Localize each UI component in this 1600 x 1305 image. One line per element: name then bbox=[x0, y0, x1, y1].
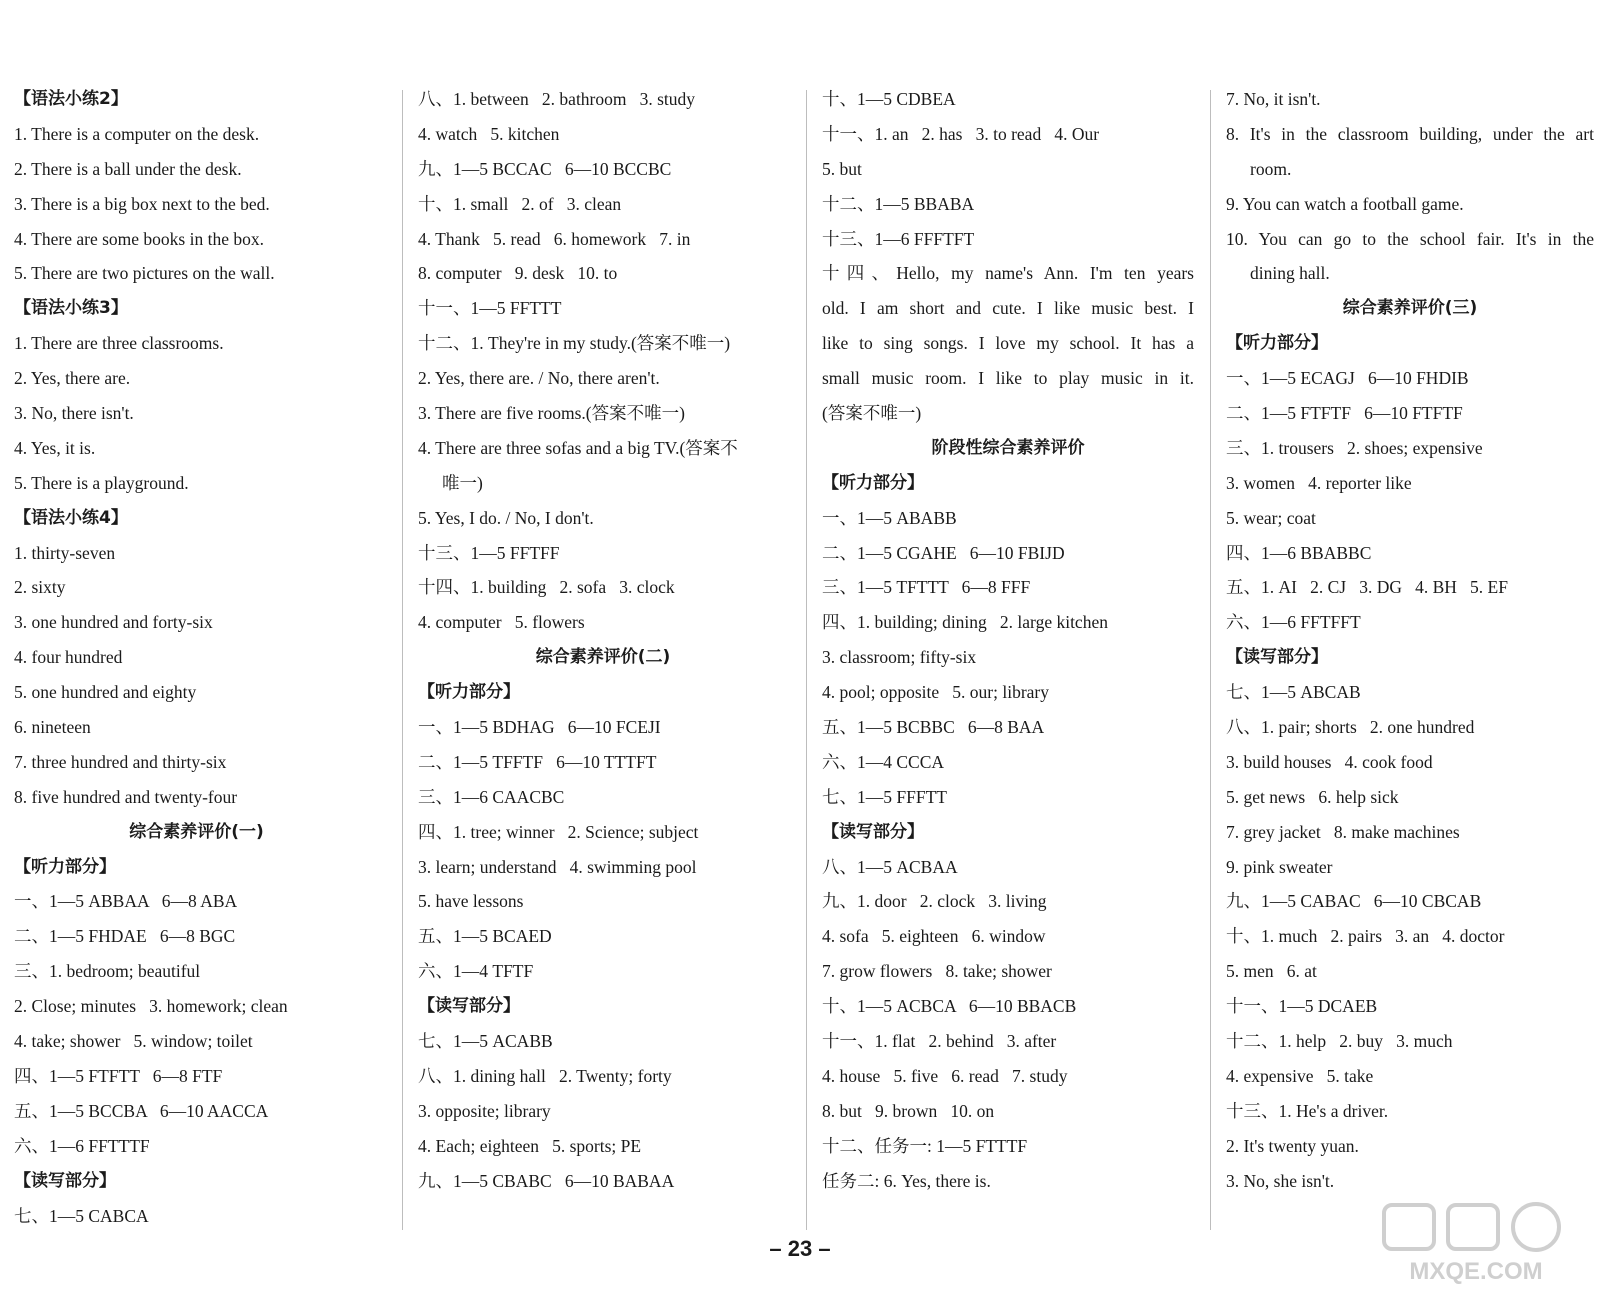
answer-line: 任务二: 6. Yes, there is. bbox=[822, 1170, 991, 1191]
answer-line: 一、1—5 ABBAA 6—8 ABA bbox=[14, 891, 238, 912]
answer-line: 五、1. AI 2. CJ 3. DG 4. BH 5. EF bbox=[1226, 577, 1508, 598]
answer-line: 4. expensive 5. take bbox=[1226, 1065, 1374, 1086]
answer-line: 5. get news 6. help sick bbox=[1226, 786, 1399, 807]
column-1 bbox=[14, 82, 379, 1233]
answer-line: 十二、1. They're in my study.(答案不唯一) bbox=[418, 333, 731, 354]
column-divider bbox=[806, 90, 807, 1230]
answer-line: 10. You can go to the school fair. It's in the bbox=[1226, 228, 1594, 249]
answer-line: 九、1—5 CABAC 6—10 CBCAB bbox=[1226, 891, 1482, 912]
column-3 bbox=[822, 82, 1194, 1199]
answer-line: old. I am short and cute. I like music best. I bbox=[822, 298, 1194, 319]
answer-line: 九、1—5 BCCAC 6—10 BCCBC bbox=[418, 158, 672, 179]
answer-line: 2. Yes, there are. / No, there aren't. bbox=[418, 368, 660, 389]
answer-line: 六、1—6 FFTTTF bbox=[14, 1135, 150, 1156]
answer-line: 9. pink sweater bbox=[1226, 856, 1333, 877]
section-title: 综合素养评价(二) bbox=[535, 647, 671, 668]
answer-line: 七、1—5 FFFTT bbox=[822, 786, 947, 807]
watermark-icon bbox=[1376, 1201, 1576, 1285]
answer-line: 4. computer 5. flowers bbox=[418, 612, 585, 633]
answer-line: 3. No, there isn't. bbox=[14, 403, 134, 424]
answer-line: 3. learn; understand 4. swimming pool bbox=[418, 856, 697, 877]
answer-line: 七、1—5 ACABB bbox=[418, 1031, 553, 1052]
section-heading: 【听力部分】 bbox=[14, 856, 116, 877]
answer-line: 4. sofa 5. eighteen 6. window bbox=[822, 926, 1046, 947]
answer-line: 二、1—5 FTFTF 6—10 FTFTF bbox=[1226, 403, 1463, 424]
column-divider bbox=[1210, 90, 1211, 1230]
answer-line: 1. There are three classrooms. bbox=[14, 333, 224, 354]
answer-line: 2. sixty bbox=[14, 577, 66, 598]
answer-line: 三、1—6 CAACBC bbox=[418, 786, 565, 807]
column-divider bbox=[402, 90, 403, 1230]
answer-line: 4. pool; opposite 5. our; library bbox=[822, 682, 1049, 703]
answer-line: 3. There are five rooms.(答案不唯一) bbox=[418, 403, 685, 424]
answer-line: 十一、1. flat 2. behind 3. after bbox=[822, 1031, 1057, 1052]
answer-line: like to sing songs. I love my school. It has a bbox=[822, 333, 1194, 354]
answer-line: 6. nineteen bbox=[14, 717, 91, 738]
answer-line: 7. grey jacket 8. make machines bbox=[1226, 821, 1460, 842]
answer-line: 5. have lessons bbox=[418, 891, 524, 912]
answer-line: 3. one hundred and forty-six bbox=[14, 612, 213, 633]
section-heading: 【听力部分】 bbox=[418, 682, 520, 703]
answer-line: 5. There is a playground. bbox=[14, 472, 189, 493]
answer-line: (答案不唯一) bbox=[822, 403, 922, 424]
section-heading: 【语法小练4】 bbox=[14, 507, 128, 528]
answer-line: 8. but 9. brown 10. on bbox=[822, 1100, 995, 1121]
answer-line: 五、1—5 BCBBC 6—8 BAA bbox=[822, 717, 1045, 738]
section-heading: 【听力部分】 bbox=[822, 472, 924, 493]
answer-line: 1. There is a computer on the desk. bbox=[14, 123, 260, 144]
answer-line: 七、1—5 CABCA bbox=[14, 1205, 149, 1226]
answer-line: 九、1. door 2. clock 3. living bbox=[822, 891, 1047, 912]
answer-line: 7. three hundred and thirty-six bbox=[14, 751, 227, 772]
answer-line: 4. There are some books in the box. bbox=[14, 228, 264, 249]
answer-line: 二、1—5 TFFTF 6—10 TTTFT bbox=[418, 751, 657, 772]
answer-line: 十一、1. an 2. has 3. to read 4. Our bbox=[822, 123, 1100, 144]
answer-line: 5. men 6. at bbox=[1226, 961, 1317, 982]
answer-line: 十、1. small 2. of 3. clean bbox=[418, 193, 622, 214]
answer-line: 3. build houses 4. cook food bbox=[1226, 751, 1433, 772]
section-heading: 【读写部分】 bbox=[14, 1170, 116, 1191]
section-heading: 【读写部分】 bbox=[1226, 647, 1328, 668]
column-2 bbox=[418, 82, 788, 1199]
answer-line: 三、1—5 TFTTT 6—8 FFF bbox=[822, 577, 1031, 598]
answer-line: 4. take; shower 5. window; toilet bbox=[14, 1031, 253, 1052]
answer-line: 4. Each; eighteen 5. sports; PE bbox=[418, 1135, 642, 1156]
answer-line: 3. classroom; fifty-six bbox=[822, 647, 977, 668]
answer-line: 四、1. tree; winner 2. Science; subject bbox=[418, 821, 699, 842]
answer-line: 2. Yes, there are. bbox=[14, 368, 131, 389]
answer-line: 5. wear; coat bbox=[1226, 507, 1316, 528]
section-heading: 【读写部分】 bbox=[822, 821, 924, 842]
answer-line: 四、1. building; dining 2. large kitchen bbox=[822, 612, 1108, 633]
answer-line: 一、1—5 ECAGJ 6—10 FHDIB bbox=[1226, 368, 1469, 389]
answer-line: 2. Close; minutes 3. homework; clean bbox=[14, 996, 288, 1017]
answer-line: 三、1. bedroom; beautiful bbox=[14, 961, 201, 982]
answer-line: 五、1—5 BCAED bbox=[418, 926, 552, 947]
answer-line: 八、1. dining hall 2. Twenty; forty bbox=[418, 1065, 672, 1086]
watermark-text: MXQE.COM bbox=[1409, 1258, 1543, 1285]
section-title: 综合素养评价(三) bbox=[1342, 298, 1478, 319]
page-number: – 23 – bbox=[769, 1236, 831, 1261]
answer-line: dining hall. bbox=[1250, 263, 1330, 284]
answer-line: 8. five hundred and twenty-four bbox=[14, 786, 238, 807]
answer-line: 5. one hundred and eighty bbox=[14, 682, 197, 703]
answer-line: 六、1—6 FFTFFT bbox=[1226, 612, 1361, 633]
section-heading: 【读写部分】 bbox=[418, 996, 520, 1017]
answer-line: 3. No, she isn't. bbox=[1226, 1170, 1335, 1191]
answer-line: 7. No, it isn't. bbox=[1226, 89, 1321, 109]
answer-line: 2. It's twenty yuan. bbox=[1226, 1135, 1359, 1156]
answer-line: 十、1—5 ACBCA 6—10 BBACB bbox=[822, 996, 1077, 1017]
answer-line: 3. women 4. reporter like bbox=[1226, 472, 1412, 493]
answer-line: 十四、Hello, my name's Ann. I'm ten years bbox=[822, 263, 1194, 284]
answer-line: 2. There is a ball under the desk. bbox=[14, 158, 242, 179]
column-4 bbox=[1226, 82, 1594, 1199]
answer-line: 十四、1. building 2. sofa 3. clock bbox=[418, 577, 675, 598]
answer-line: 六、1—4 CCCA bbox=[822, 751, 945, 772]
answer-line: 三、1. trousers 2. shoes; expensive bbox=[1226, 437, 1483, 458]
section-title: 阶段性综合素养评价 bbox=[931, 437, 1085, 458]
answer-line: 十二、任务一: 1—5 FTTTF bbox=[822, 1135, 1028, 1156]
answer-line: 4. house 5. five 6. read 7. study bbox=[822, 1065, 1068, 1086]
answer-line: 4. watch 5. kitchen bbox=[418, 123, 560, 144]
answer-line: 四、1—5 FTFTT 6—8 FTF bbox=[14, 1065, 223, 1086]
section-heading: 【听力部分】 bbox=[1226, 333, 1328, 354]
section-heading: 【语法小练2】 bbox=[14, 89, 128, 109]
answer-line: 唯一) bbox=[442, 472, 483, 493]
section-heading: 【语法小练3】 bbox=[14, 298, 128, 319]
answer-line: 一、1—5 BDHAG 6—10 FCEJI bbox=[418, 717, 661, 738]
answer-line: 十一、1—5 FFTTT bbox=[418, 298, 562, 319]
answer-line: 二、1—5 FHDAE 6—8 BGC bbox=[14, 926, 236, 947]
answer-line: 十、1—5 CDBEA bbox=[822, 89, 956, 109]
answer-line: 5. There are two pictures on the wall. bbox=[14, 263, 275, 284]
answer-line: 六、1—4 TFTF bbox=[418, 961, 534, 982]
answer-line: 8. It's in the classroom building, under the art bbox=[1226, 123, 1594, 144]
answer-line: 4. There are three sofas and a big TV.(答案不 bbox=[418, 437, 738, 458]
answer-line: 5. Yes, I do. / No, I don't. bbox=[418, 507, 594, 528]
answer-line: room. bbox=[1250, 158, 1292, 179]
answer-line: 十二、1. help 2. buy 3. much bbox=[1226, 1031, 1453, 1052]
answer-line: 9. You can watch a football game. bbox=[1226, 193, 1464, 214]
answer-line: 五、1—5 BCCBA 6—10 AACCA bbox=[14, 1100, 269, 1121]
answer-line: 九、1—5 CBABC 6—10 BABAA bbox=[418, 1170, 675, 1191]
answer-line: 四、1—6 BBABBC bbox=[1226, 542, 1372, 563]
answer-line: 4. Thank 5. read 6. homework 7. in bbox=[418, 228, 691, 249]
answer-line: 3. opposite; library bbox=[418, 1100, 551, 1121]
answer-line: 十一、1—5 DCAEB bbox=[1226, 996, 1378, 1017]
answer-line: 十二、1—5 BBABA bbox=[822, 193, 975, 214]
answer-line: small music room. I like to play music in it. bbox=[822, 368, 1194, 389]
answer-line: 二、1—5 CGAHE 6—10 FBIJD bbox=[822, 542, 1065, 563]
answer-line: 1. thirty-seven bbox=[14, 542, 116, 563]
answer-line: 8. computer 9. desk 10. to bbox=[418, 263, 618, 284]
answer-line: 八、1. between 2. bathroom 3. study bbox=[418, 89, 696, 109]
answer-line: 十三、1—6 FFFTFT bbox=[822, 228, 975, 249]
answer-line: 八、1—5 ACBAA bbox=[822, 856, 958, 877]
answer-line: 5. but bbox=[822, 158, 862, 179]
answer-line: 3. There is a big box next to the bed. bbox=[14, 193, 270, 214]
watermark-logo bbox=[1376, 1201, 1576, 1285]
answer-line: 4. Yes, it is. bbox=[14, 437, 96, 458]
answer-line: 七、1—5 ABCAB bbox=[1226, 682, 1361, 703]
answer-line: 一、1—5 ABABB bbox=[822, 507, 957, 528]
answer-line: 十、1. much 2. pairs 3. an 4. doctor bbox=[1226, 926, 1505, 947]
answer-line: 十三、1—5 FFTFF bbox=[418, 542, 560, 563]
section-title: 综合素养评价(一) bbox=[129, 821, 264, 842]
answer-line: 十三、1. He's a driver. bbox=[1226, 1100, 1389, 1121]
answer-line: 4. four hundred bbox=[14, 647, 123, 668]
answer-line: 7. grow flowers 8. take; shower bbox=[822, 961, 1052, 982]
answer-line: 八、1. pair; shorts 2. one hundred bbox=[1226, 717, 1475, 738]
